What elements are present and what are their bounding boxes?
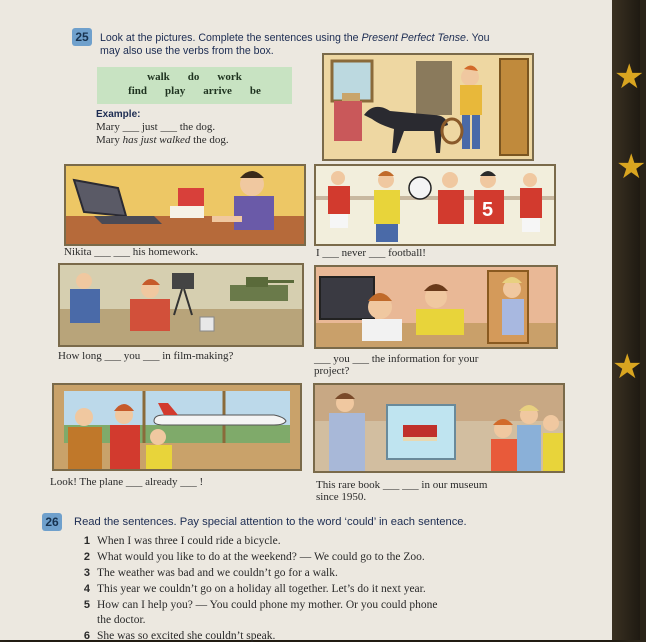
caption-museum-line2: since 1950. bbox=[316, 491, 367, 503]
museum-picture bbox=[313, 383, 565, 473]
dog-walk-picture bbox=[322, 53, 534, 161]
example-question: Mary ___ just ___ the dog. bbox=[96, 121, 216, 133]
caption-homework: Nikita ___ ___ his homework. bbox=[64, 246, 199, 258]
list-item bbox=[64, 630, 275, 642]
caption-museum-line1: This rare book ___ ___ in our museum bbox=[316, 479, 488, 491]
caption-project-line1: ___ you ___ the information for your bbox=[314, 353, 479, 365]
verb-work: work bbox=[217, 71, 242, 83]
instruction-part2: . You bbox=[465, 32, 490, 44]
verb-box bbox=[97, 67, 292, 104]
caption-film-making: How long ___ you ___ in film-making? bbox=[58, 350, 234, 362]
verb-walk: walk bbox=[147, 71, 170, 83]
football-illustration bbox=[316, 166, 554, 244]
film-making-illustration bbox=[60, 265, 302, 345]
verb-be: be bbox=[249, 85, 261, 97]
item-text: She was so excited she couldn’t speak. bbox=[97, 630, 276, 642]
list-item bbox=[64, 583, 426, 595]
example-answer bbox=[96, 134, 229, 146]
list-item bbox=[64, 535, 281, 547]
exercise-26-instruction: Read the sentences. Pay special attention to the word ‘could’ in each sentence. bbox=[74, 516, 467, 528]
verb-do: do bbox=[187, 71, 200, 83]
svg-text:5: 5 bbox=[482, 199, 494, 221]
book-edge bbox=[612, 0, 646, 640]
film-making-picture bbox=[58, 263, 304, 347]
museum-illustration bbox=[315, 385, 563, 471]
list-item bbox=[64, 551, 425, 563]
caption-airport: Look! The plane ___ already ___ ! bbox=[50, 476, 204, 488]
airport-illustration bbox=[54, 385, 300, 469]
example-label: Example: bbox=[96, 109, 141, 120]
verb-arrive: arrive bbox=[203, 85, 232, 97]
item-number: 6 bbox=[83, 630, 90, 642]
example-answer-verb: has just walked bbox=[122, 134, 191, 146]
project-illustration bbox=[316, 267, 556, 347]
star-decoration-icon: ★ bbox=[616, 148, 646, 186]
list-item bbox=[64, 567, 338, 579]
item-number: 5 bbox=[83, 599, 90, 611]
star-decoration-icon: ★ bbox=[612, 348, 643, 386]
verb-play: play bbox=[165, 85, 186, 97]
item-text: What would you like to do at the weekend? — We could go to the Zoo. bbox=[97, 551, 425, 563]
item-number: 4 bbox=[83, 583, 90, 595]
item-text: the doctor. bbox=[97, 614, 146, 626]
project-picture bbox=[314, 265, 558, 349]
exercise-25-badge: 25 bbox=[72, 28, 92, 46]
item-text: How can I help you? — You could phone my mother. Or you could phone bbox=[97, 599, 438, 611]
caption-project-line2: project? bbox=[314, 365, 350, 377]
item-number: 3 bbox=[83, 567, 90, 579]
item-number: 1 bbox=[83, 535, 90, 547]
homework-picture bbox=[64, 164, 306, 246]
example-answer-post: the dog. bbox=[190, 134, 229, 146]
item-number: 2 bbox=[83, 551, 90, 563]
homework-illustration bbox=[66, 166, 304, 244]
football-picture bbox=[314, 164, 556, 246]
list-item bbox=[64, 599, 437, 611]
exercise-26-badge: 26 bbox=[42, 513, 62, 531]
instruction-tense: Present Perfect Tense bbox=[361, 32, 466, 44]
instruction-line2: may also use the verbs from the box. bbox=[100, 45, 274, 57]
dog-walk-illustration bbox=[324, 55, 532, 159]
star-decoration-icon: ★ bbox=[614, 58, 645, 96]
list-item bbox=[64, 614, 146, 626]
verb-find: find bbox=[128, 85, 148, 97]
item-text: This year we couldn’t go on a holiday all together. Let’s do it next year. bbox=[97, 583, 426, 595]
caption-football: I ___ never ___ football! bbox=[316, 247, 426, 259]
example-answer-pre: Mary bbox=[96, 134, 123, 146]
item-text: When I was three I could ride a bicycle. bbox=[97, 535, 281, 547]
instruction-part1: Look at the pictures. Complete the sentences using the bbox=[100, 32, 362, 44]
airport-picture bbox=[52, 383, 302, 471]
item-text: The weather was bad and we couldn’t go for a walk. bbox=[97, 567, 338, 579]
